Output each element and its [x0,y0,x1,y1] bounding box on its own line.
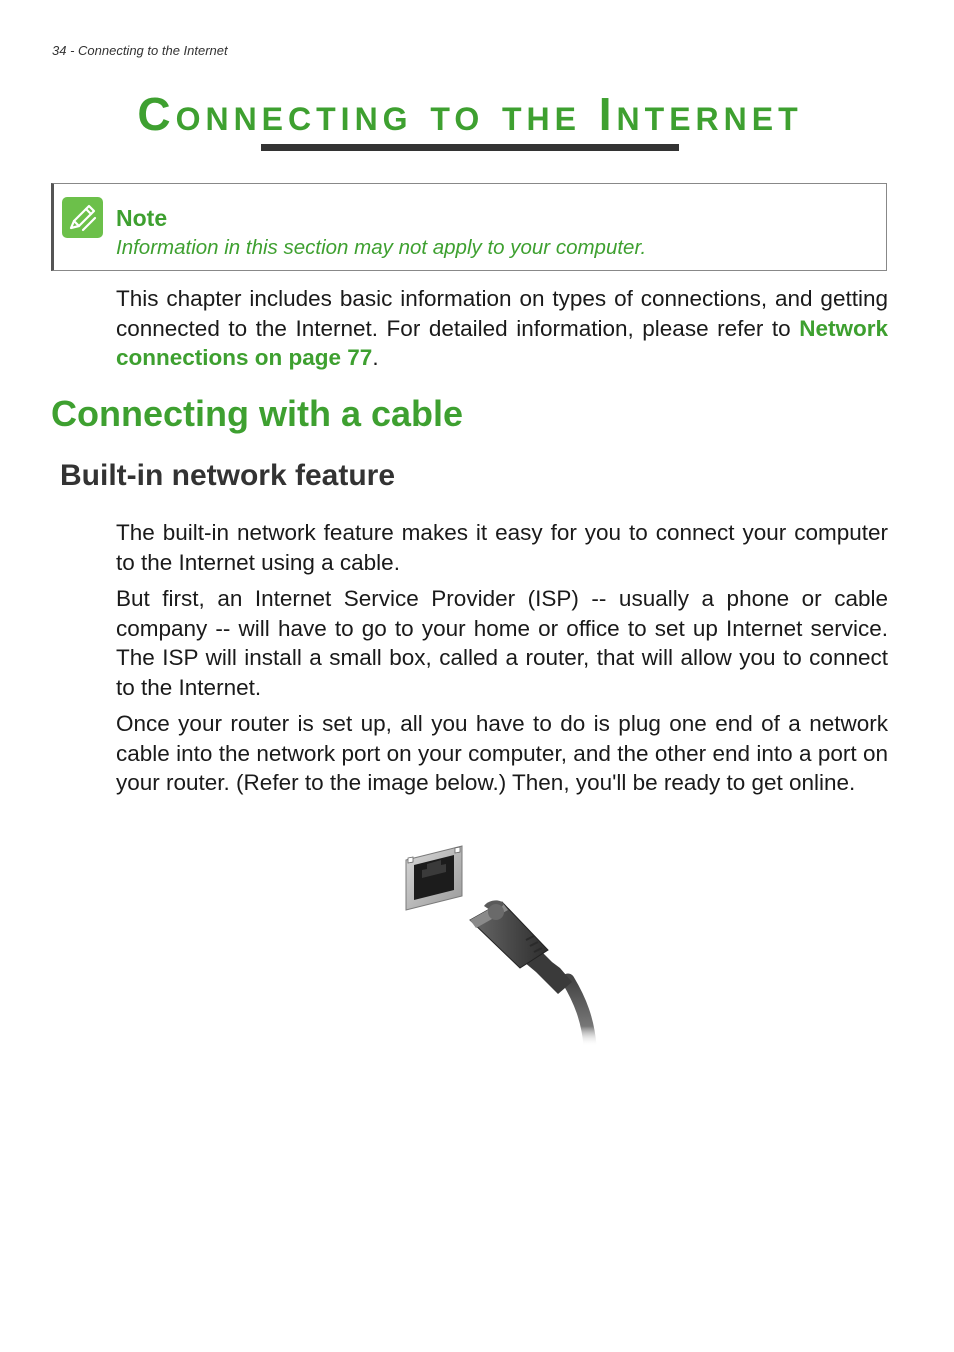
note-label: Note [116,205,168,231]
section-heading: Connecting with a cable [51,393,464,434]
ethernet-illustration [400,840,610,1050]
chapter-title: Connecting to the Internet [137,88,803,140]
body-paragraph: The built-in network feature makes it easy for you to connect your computer to the Internet using a cable. [116,520,888,575]
ethernet-port-icon [406,846,462,910]
note-box [51,183,887,271]
pencil-icon [62,197,103,238]
body-paragraph: Once your router is set up, all you have to do is plug one end of a network cable into the network port on your computer, and the other end into a port on your router. (Refer to the image below.) Then, you'll be ready to get online. [116,711,888,796]
chapter-title-rule [261,144,679,151]
running-head: 34 - Connecting to the Internet [52,43,228,58]
intro-paragraph [116,284,888,373]
body-paragraph: But first, an Internet Service Provider (ISP) -- usually a phone or cable company -- will have to go to your home or office to set up Internet service. The ISP will install a small box, called a router, that will allow you to connect to the Internet. [116,586,888,701]
ethernet-cable-icon [470,900,590,1046]
subsection-heading: Built-in network feature [60,459,396,492]
intro-text-end: . [372,345,379,371]
intro-text: This chapter includes basic information on types of connections, and getting connected to the Internet. For detailed information, please refer to [116,286,888,341]
note-text: Information in this section may not apply to your computer. [116,236,647,259]
network-connections-link[interactable]: Network connections on page 77 [116,315,888,371]
